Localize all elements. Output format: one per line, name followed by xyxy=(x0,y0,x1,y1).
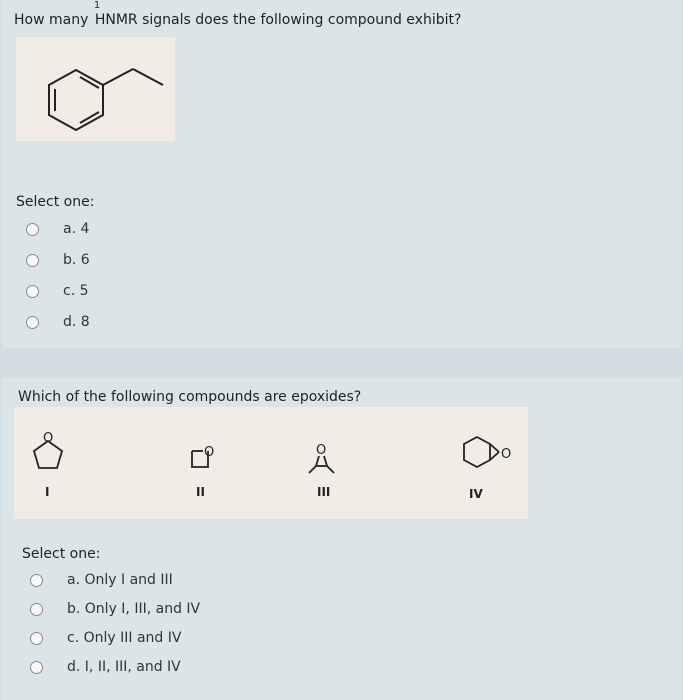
radio-button[interactable] xyxy=(30,661,43,674)
svg-text:O: O xyxy=(204,445,215,460)
option-label: b. 6 xyxy=(63,252,90,268)
question-1-text-end: HNMR signals does the following compound exhibit? xyxy=(94,12,462,28)
radio-button[interactable] xyxy=(26,223,39,236)
question-1-panel xyxy=(2,0,681,348)
compound-label-ii: II xyxy=(196,485,205,499)
svg-text:O: O xyxy=(43,431,54,446)
option-label: d. 8 xyxy=(63,314,90,330)
radio-button[interactable] xyxy=(30,603,43,616)
nmr-superscript: 1 xyxy=(93,0,101,11)
compound-structures xyxy=(14,407,528,519)
compound-label-iv: IV xyxy=(469,487,483,501)
option-label: d. I, II, III, and IV xyxy=(67,659,181,675)
compound-label-i: I xyxy=(45,485,50,499)
svg-text:O: O xyxy=(316,443,327,458)
radio-button[interactable] xyxy=(30,574,43,587)
ethylbenzene-structure xyxy=(16,37,175,141)
radio-button[interactable] xyxy=(30,632,43,645)
question-2-text: Which of the following compounds are epoxides? xyxy=(18,389,362,405)
option-c[interactable] xyxy=(26,283,89,299)
option-a[interactable] xyxy=(30,572,173,588)
question-1-text-start: How many xyxy=(14,12,93,28)
option-label: c. Only III and IV xyxy=(67,630,182,646)
radio-button[interactable] xyxy=(26,316,39,329)
compound-label-iii: III xyxy=(317,485,331,499)
radio-button[interactable] xyxy=(26,254,39,267)
compound-image-ethylbenzene xyxy=(16,37,175,141)
svg-text:O: O xyxy=(501,447,512,462)
radio-button[interactable] xyxy=(26,285,39,298)
select-one-label: Select one: xyxy=(16,194,95,210)
option-label: a. Only I and III xyxy=(67,572,173,588)
option-d[interactable] xyxy=(30,659,181,675)
question-2-panel xyxy=(2,378,681,700)
option-b[interactable] xyxy=(30,601,200,617)
option-b[interactable] xyxy=(26,252,90,268)
option-c[interactable] xyxy=(30,630,181,646)
select-one-label: Select one: xyxy=(22,546,101,562)
option-label: a. 4 xyxy=(63,221,90,237)
option-d[interactable] xyxy=(26,314,90,330)
compound-iii-structure xyxy=(309,456,334,473)
compound-iv-structure xyxy=(464,437,499,467)
option-label: b. Only I, III, and IV xyxy=(67,601,201,617)
option-a[interactable] xyxy=(26,221,89,237)
epoxide-compounds-image xyxy=(14,407,528,519)
option-label: c. 5 xyxy=(63,283,89,299)
question-1-text xyxy=(14,0,462,28)
